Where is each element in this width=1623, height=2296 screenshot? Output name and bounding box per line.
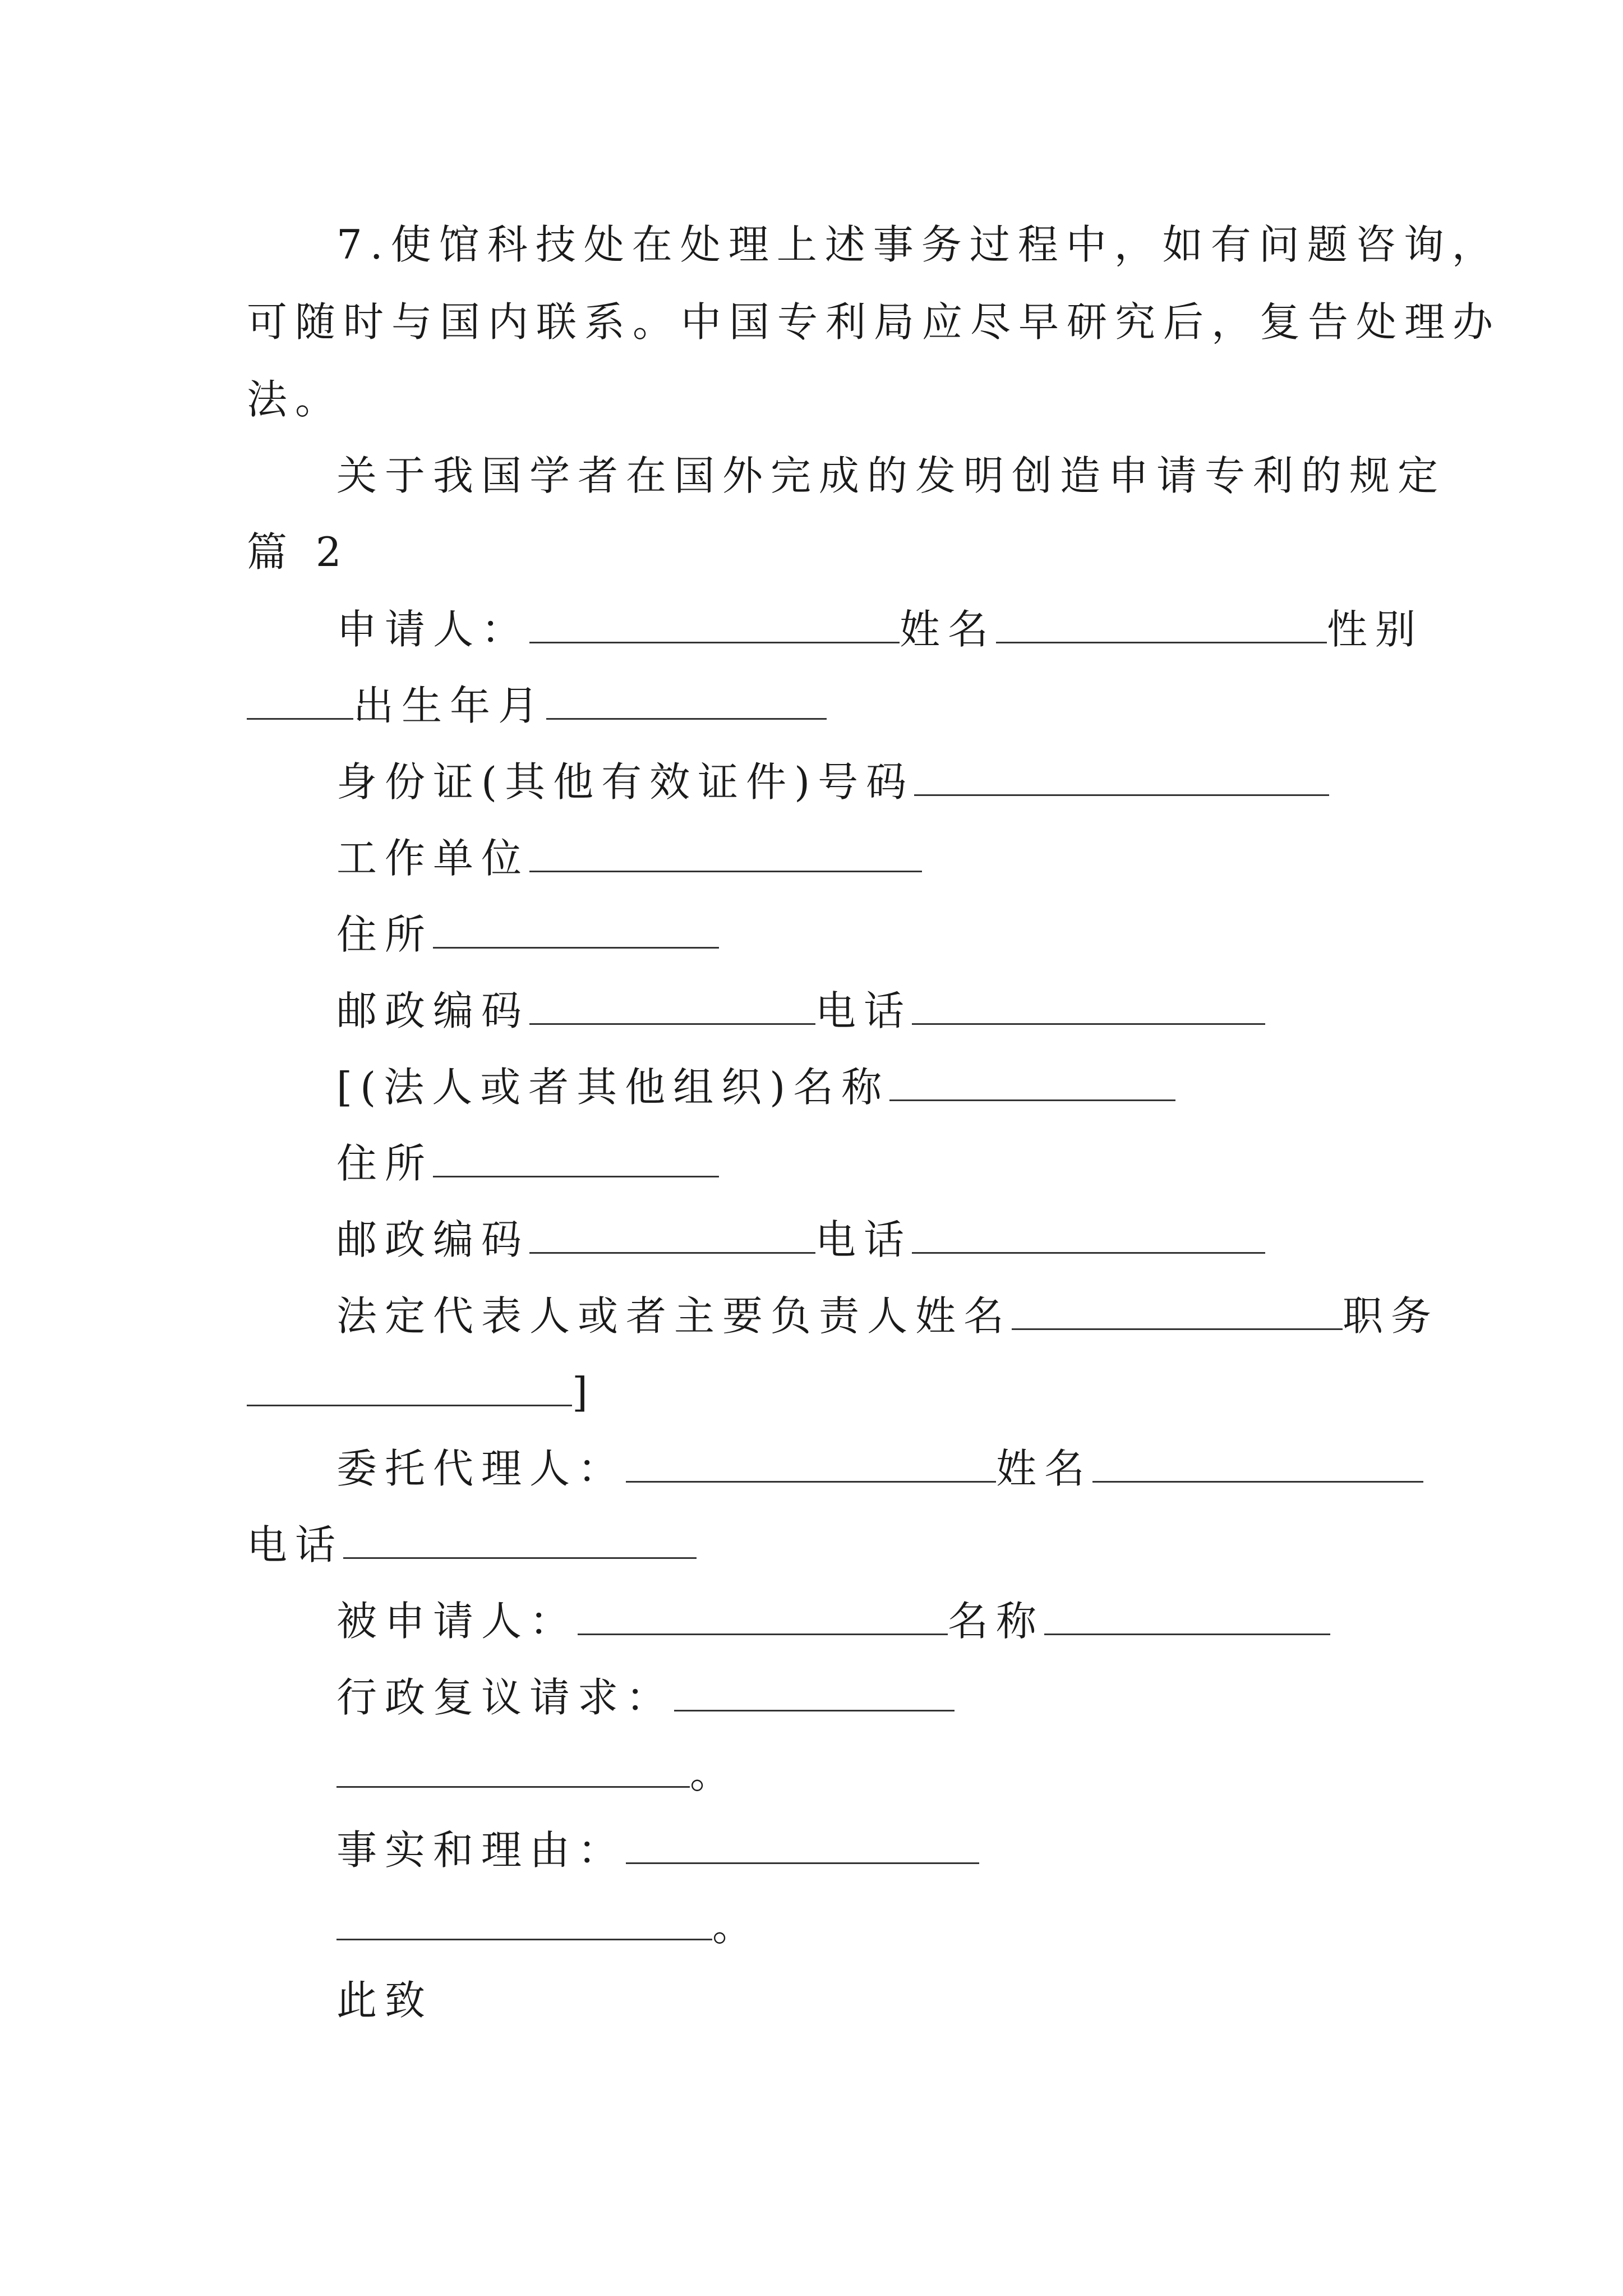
request-row: [336, 1674, 955, 1721]
facts-label: 事实和理由：: [336, 1826, 626, 1874]
agent-phone-label: 电话: [247, 1521, 344, 1568]
bracket-close: ]: [572, 1369, 596, 1416]
address2-label: 住所: [336, 1140, 434, 1187]
heading-title: 关于我国学者在国外完成的发明创造申请专利的规定: [336, 452, 1446, 499]
rep-label: 法定代表人或者主要负责人姓名: [336, 1292, 1012, 1340]
respondent-label: 被申请人：: [336, 1598, 578, 1645]
applicant-field[interactable]: [529, 607, 900, 643]
respondent-field[interactable]: [578, 1599, 948, 1635]
gender-label: 性别: [1327, 606, 1424, 653]
facts-end: 。: [712, 1903, 761, 1950]
id-field[interactable]: [914, 760, 1329, 796]
birth-label: 出生年月: [353, 682, 547, 729]
postcode-label: 邮政编码: [336, 987, 530, 1034]
postcode2-field[interactable]: [529, 1217, 815, 1254]
closing-text: 此致: [336, 1977, 434, 2024]
gender-field[interactable]: [247, 683, 353, 720]
work-label: 工作单位: [336, 835, 530, 882]
phone-label: 电话: [815, 987, 912, 1034]
address-row: [336, 911, 719, 958]
applicant-label: 申请人：: [336, 606, 530, 653]
birth-field[interactable]: [546, 683, 827, 720]
para-line-2: 可随时与国内联系。中国专利局应尽早研究后，复告处理办: [247, 298, 1501, 346]
position-row: [247, 1369, 596, 1416]
address2-row: [336, 1140, 719, 1187]
respondent-name-label: 名称: [948, 1598, 1045, 1645]
rep-field[interactable]: [1012, 1294, 1343, 1330]
respondent-row: [336, 1598, 1330, 1645]
address2-field[interactable]: [433, 1141, 719, 1177]
postcode-row: [336, 987, 1265, 1034]
birth-row: [247, 682, 827, 729]
request-field-2[interactable]: [336, 1751, 690, 1788]
facts-row-2: [336, 1903, 761, 1950]
para-line-3: 法。: [247, 376, 344, 423]
para-line-1: 7.使馆科技处在处理上述事务过程中，如有问题咨询，: [336, 221, 1500, 268]
org-row: [336, 1064, 1175, 1111]
org-field[interactable]: [889, 1065, 1175, 1101]
agent-name-field[interactable]: [1092, 1446, 1423, 1483]
request-row-2: [336, 1750, 739, 1797]
facts-field-2[interactable]: [336, 1904, 712, 1940]
respondent-name-field[interactable]: [1044, 1599, 1330, 1635]
address-field[interactable]: [433, 912, 719, 949]
phone-field[interactable]: [912, 988, 1265, 1025]
agent-field[interactable]: [626, 1446, 996, 1483]
heading-part: 篇 2: [247, 528, 349, 576]
phone2-field[interactable]: [912, 1217, 1265, 1254]
address-label: 住所: [336, 911, 434, 958]
request-field[interactable]: [674, 1675, 955, 1711]
agent-label: 委托代理人：: [336, 1445, 626, 1492]
position-label: 职务: [1343, 1292, 1440, 1340]
name-field[interactable]: [996, 607, 1327, 643]
postcode-field[interactable]: [529, 988, 815, 1025]
id-label: 身份证(其他有效证件)号码: [336, 758, 915, 806]
request-end: 。: [690, 1750, 739, 1797]
name-label: 姓名: [900, 606, 997, 653]
work-row: [336, 835, 922, 882]
agent-phone-field[interactable]: [343, 1522, 697, 1559]
facts-field[interactable]: [626, 1828, 979, 1864]
request-label: 行政复议请求：: [336, 1674, 675, 1721]
position-field[interactable]: [247, 1370, 572, 1406]
postcode2-row: [336, 1216, 1265, 1263]
phone2-label: 电话: [815, 1216, 912, 1263]
work-field[interactable]: [529, 836, 922, 872]
postcode2-label: 邮政编码: [336, 1216, 530, 1263]
applicant-row: [336, 606, 1424, 653]
agent-row: [336, 1445, 1423, 1492]
facts-row: [336, 1826, 979, 1874]
agent-name-label: 姓名: [996, 1445, 1093, 1492]
agent-phone-row: [247, 1521, 697, 1568]
rep-row: [336, 1292, 1440, 1340]
id-row: [336, 758, 1329, 806]
org-label: [(法人或者其他组织)名称: [336, 1064, 890, 1111]
